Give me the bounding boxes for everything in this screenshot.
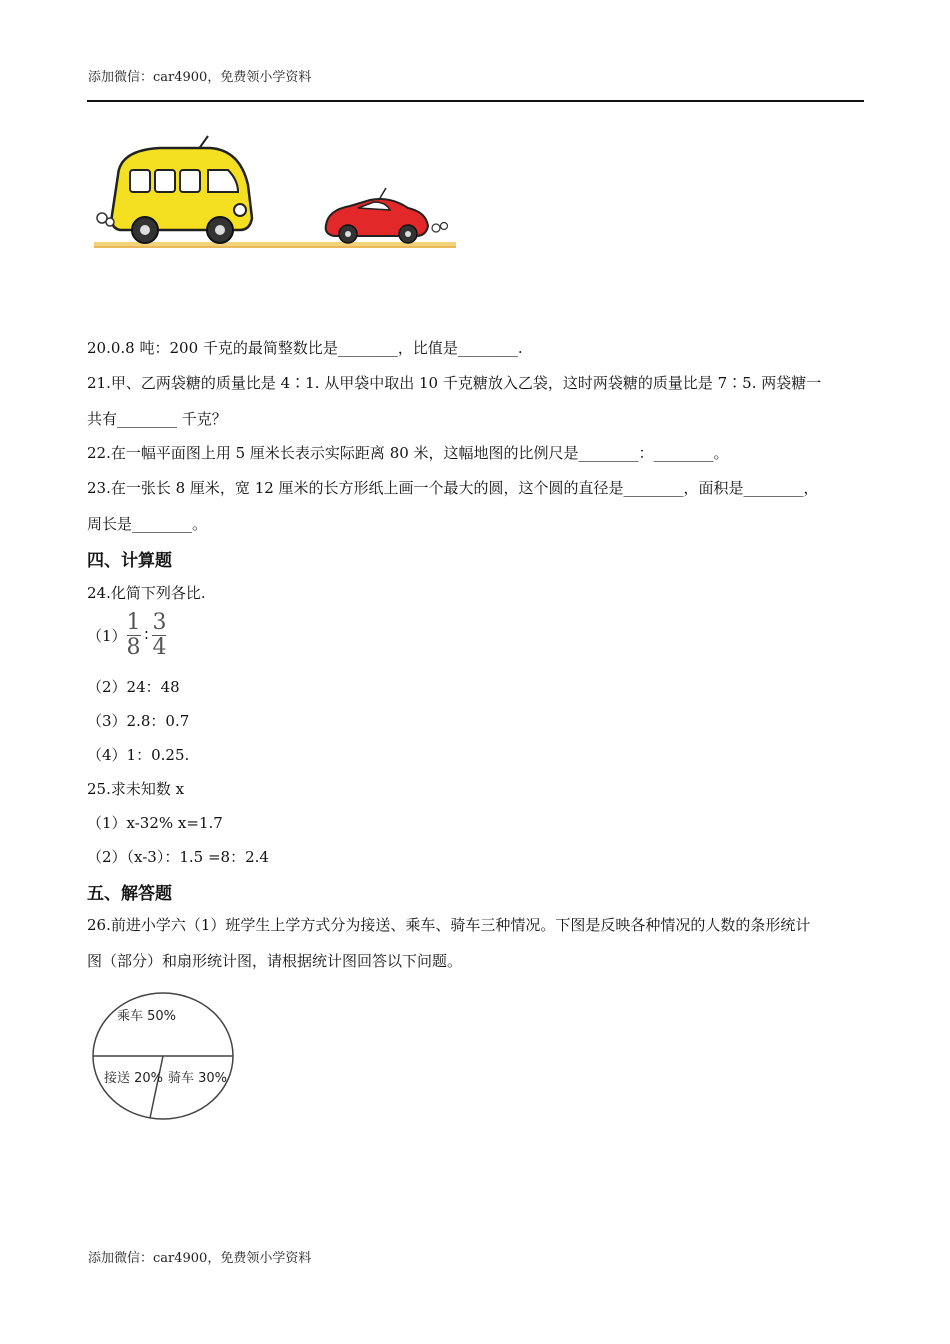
question-23-line1: 23.在一张长 8 厘米，宽 12 厘米的长方形纸上画一个最大的圆，这个圆的直径是________，面积是________，: [87, 479, 819, 497]
pie-label-bus: 乘车 50%: [117, 1009, 177, 1024]
question-22: 22.在一幅平面图上用 5 厘米长表示实际距离 80 米，这幅地图的比例尺是________：________。: [87, 444, 729, 462]
question-21-line1: 21.甲、乙两袋糖的质量比是 4∶1. 从甲袋中取出 10 千克糖放入乙袋，这时两袋糖的质量比是 7∶5. 两袋糖一: [87, 374, 822, 392]
question-25-1: （1）x-32% x=1.7: [87, 814, 223, 832]
section-5-title: 五、解答题: [87, 884, 172, 904]
fraction-denominator: 8: [126, 634, 141, 660]
question-23-line2: 周长是________。: [87, 515, 208, 533]
section-4-title: 四、计算题: [87, 551, 172, 571]
question-26-line2: 图（部分）和扇形统计图，请根据统计图回答以下问题。: [87, 952, 463, 970]
red-car: [326, 188, 448, 243]
fraction-3-4: [152, 609, 167, 660]
question-25-2: （2）（x-3）：1.5 =8：2.4: [87, 848, 269, 866]
question-24-2: （2）24：48: [87, 678, 180, 696]
question-24-3: （3）2.8：0.7: [87, 712, 190, 730]
fraction-numerator: 1: [126, 609, 141, 635]
fraction-1-8: [126, 609, 141, 660]
pie-label-bike: 骑车 30%: [168, 1071, 228, 1086]
question-24-1: [87, 610, 166, 660]
ratio-separator: ∶: [144, 626, 149, 644]
fraction-denominator: 4: [152, 634, 167, 660]
header-rule: [87, 100, 864, 102]
yellow-van: [97, 136, 252, 243]
question-20: 20.0.8 吨：200 千克的最简整数比是________，比值是________.: [87, 339, 523, 357]
fraction-numerator: 3: [152, 609, 167, 635]
pie-chart: [90, 990, 240, 1125]
question-24: 24.化简下列各比.: [87, 584, 206, 602]
page-header: 添加微信：car4900，免费领小学资料: [88, 70, 312, 85]
question-26-line1: 26.前进小学六（1）班学生上学方式分为接送、乘车、骑车三种情况。下图是反映各种情况的人数的条形统计: [87, 916, 811, 934]
question-24-4: （4）1：0.25.: [87, 746, 190, 764]
question-21-line2: 共有________ 千克？: [87, 410, 227, 428]
question-25: 25.求未知数 x: [87, 780, 185, 798]
vehicles-illustration: [90, 130, 460, 255]
page-footer: 添加微信：car4900，免费领小学资料: [88, 1251, 312, 1266]
q24-1-label: （1）: [87, 626, 127, 645]
pie-label-pickup: 接送 20%: [104, 1071, 164, 1086]
